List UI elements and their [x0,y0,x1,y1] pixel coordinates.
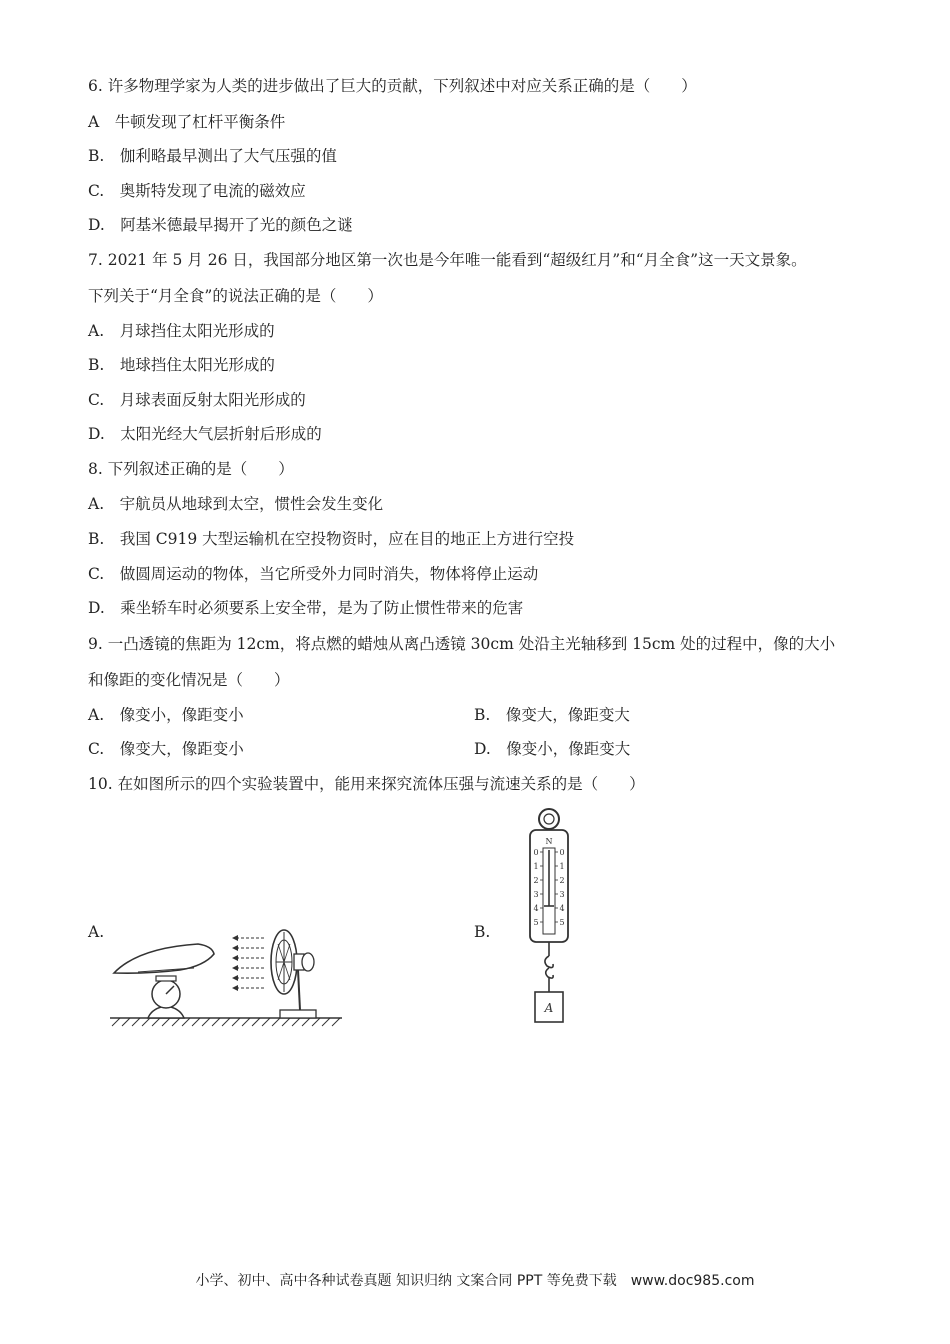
question-9-option-a: A. 像变小，像距变小 [88,706,244,724]
question-7-option-d: D. 太阳光经大气层折射后形成的 [88,425,322,443]
question-7-option-a: A. 月球挡住太阳光形成的 [88,322,275,340]
scale-number-left: 3 [533,890,539,899]
scale-number-right: 3 [559,890,565,899]
question-8-option-c: C. 做圆周运动的物体，当它所受外力同时消失，物体将停止运动 [88,565,539,583]
question-9-option-b: B. 像变大，像距变大 [474,706,630,724]
question-10-option-b-label: B. [474,923,491,941]
scale-number-right: 2 [559,876,565,885]
scale-number-right: 4 [559,904,565,913]
scale-number-left: 4 [533,904,539,913]
question-6-option-b: B. 伽利略最早测出了大气压强的值 [88,147,337,165]
question-8-option-a: A. 宇航员从地球到太空，惯性会发生变化 [88,495,384,513]
scale-number-right: 0 [559,848,565,857]
question-8-stem: 8. 下列叙述正确的是（ ） [88,460,294,478]
question-7-stem-line2: 下列关于“月全食”的说法正确的是（ ） [88,287,383,305]
question-8-option-b: B. 我国 C919 大型运输机在空投物资时，应在目的地正上方进行空投 [88,530,575,548]
scale-number-right: 5 [559,918,565,927]
scale-number-left: 0 [533,848,539,857]
question-10-option-a-label: A. [88,923,105,941]
question-6-option-c: C. 奥斯特发现了电流的磁效应 [88,182,306,200]
question-6-option-a: A 牛顿发现了杠杆平衡条件 [88,113,286,131]
figure-a-wing-fan-apparatus [108,918,348,1030]
page-footer: 小学、初中、高中各种试卷真题 知识归纳 文案合同 PPT 等免费下载 www.doc985.com [195,1273,755,1289]
question-7-option-c: C. 月球表面反射太阳光形成的 [88,391,306,409]
question-6-option-d: D. 阿基米德最早揭开了光的颜色之谜 [88,216,353,234]
figure-b-spring-scale [520,806,580,1028]
question-9-stem-line2: 和像距的变化情况是（ ） [88,671,290,689]
scale-number-left: 2 [533,876,539,885]
scale-number-left: 5 [533,918,539,927]
question-7-option-b: B. 地球挡住太阳光形成的 [88,356,275,374]
block-label: A [544,1001,554,1015]
question-9-option-c: C. 像变大，像距变小 [88,740,244,758]
scale-number-right: 1 [559,862,565,871]
question-9-option-d: D. 像变小，像距变大 [474,740,631,758]
question-8-option-d: D. 乘坐轿车时必须要系上安全带，是为了防止惯性带来的危害 [88,599,524,617]
scale-number-left: 1 [533,862,539,871]
question-9-stem-line1: 9. 一凸透镜的焦距为 12cm，将点燃的蜡烛从离凸透镜 30cm 处沿主光轴移到 15cm 处的过程中，像的大小 [88,635,836,653]
question-6-stem: 6. 许多物理学家为人类的进步做出了巨大的贡献，下列叙述中对应关系正确的是（ ） [88,77,697,95]
question-7-stem-line1: 7. 2021 年 5 月 26 日，我国部分地区第一次也是今年唯一能看到“超级红月”和“月全食”这一天文景象。 [88,251,807,269]
question-10-stem: 10. 在如图所示的四个实验装置中，能用来探究流体压强与流速关系的是（ ） [88,775,645,793]
scale-top-label: N [545,837,553,846]
